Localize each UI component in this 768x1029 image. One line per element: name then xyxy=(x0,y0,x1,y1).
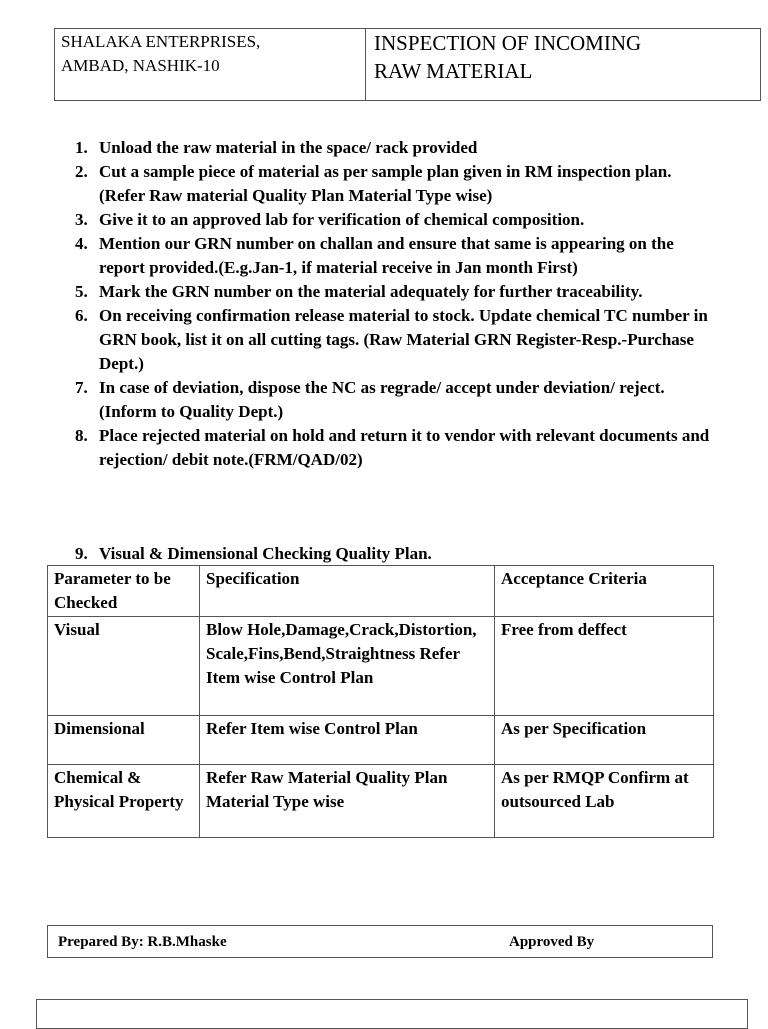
document-header xyxy=(54,28,761,101)
procedure-step xyxy=(75,136,715,160)
signature-block xyxy=(47,925,713,958)
procedure-step xyxy=(75,160,715,208)
company-cell xyxy=(55,29,366,101)
bottom-frame xyxy=(36,999,748,1029)
specification-cell: Refer Raw Material Quality Plan Material Type wise xyxy=(200,765,495,838)
step-text: Place rejected material on hold and return it to vendor with relevant documents and rejection/ debit note.(FRM/QAD/02) xyxy=(99,426,710,469)
procedure-steps xyxy=(75,136,715,472)
column-header-acceptance: Acceptance Criteria xyxy=(495,566,714,617)
approved-by: Approved By xyxy=(509,934,595,950)
quality-plan-table xyxy=(47,565,714,838)
parameter-cell: Visual xyxy=(48,617,200,716)
step-number: 8. xyxy=(75,426,88,445)
step-text: Unload the raw material in the space/ rack provided xyxy=(99,138,478,157)
procedure-step xyxy=(75,376,715,424)
procedure-step xyxy=(75,304,715,376)
step-text: Give it to an approved lab for verification of chemical composition. xyxy=(99,210,585,229)
document-title-line2: RAW MATERIAL xyxy=(374,59,533,83)
table-row xyxy=(48,716,714,765)
step-number: 2. xyxy=(75,162,88,181)
table-row xyxy=(48,765,714,838)
step-text: Visual & Dimensional Checking Quality Plan. xyxy=(99,544,432,563)
acceptance-cell: Free from deffect xyxy=(495,617,714,716)
procedure-step xyxy=(75,208,715,232)
parameter-cell: Chemical & Physical Property xyxy=(48,765,200,838)
step-number: 1. xyxy=(75,138,88,157)
column-header-parameter: Parameter to be Checked xyxy=(48,566,200,617)
table-row xyxy=(48,617,714,716)
document-title-line1: INSPECTION OF INCOMING xyxy=(374,31,642,55)
acceptance-cell: As per Specification xyxy=(495,716,714,765)
step-number: 7. xyxy=(75,378,88,397)
step-text: Mention our GRN number on challan and ensure that same is appearing on the report provided.(E.g.Jan-1, if material receive in Jan month First) xyxy=(99,234,674,277)
company-address: AMBAD, NASHIK-10 xyxy=(61,56,220,75)
table-header-row xyxy=(48,566,714,617)
step-text: On receiving confirmation release material to stock. Update chemical TC number in GRN book, list it on all cutting tags. (Raw Material GRN Register-Resp.-Purchase Dept.) xyxy=(99,306,708,373)
prepared-by: Prepared By: R.B.Mhaske xyxy=(58,934,227,950)
quality-plan-heading xyxy=(75,542,432,566)
parameter-cell: Dimensional xyxy=(48,716,200,765)
step-text: Cut a sample piece of material as per sample plan given in RM inspection plan.(Refer Raw material Quality Plan Material Type wise) xyxy=(99,162,672,205)
procedure-step xyxy=(75,232,715,280)
specification-cell: Refer Item wise Control Plan xyxy=(200,716,495,765)
acceptance-cell: As per RMQP Confirm at outsourced Lab xyxy=(495,765,714,838)
step-number: 4. xyxy=(75,234,88,253)
step-number: 5. xyxy=(75,282,88,301)
column-header-specification: Specification xyxy=(200,566,495,617)
procedure-step xyxy=(75,424,715,472)
step-number: 6. xyxy=(75,306,88,325)
step-number: 3. xyxy=(75,210,88,229)
step-text: In case of deviation, dispose the NC as regrade/ accept under deviation/ reject. (Inform to Quality Dept.) xyxy=(99,378,665,421)
step-number: 9. xyxy=(75,544,88,563)
step-text: Mark the GRN number on the material adequately for further traceability. xyxy=(99,282,643,301)
title-cell xyxy=(366,29,761,101)
company-name: SHALAKA ENTERPRISES, xyxy=(61,32,261,51)
specification-cell: Blow Hole,Damage,Crack,Distortion, Scale,Fins,Bend,Straightness Refer Item wise Control Plan xyxy=(200,617,495,716)
procedure-step xyxy=(75,280,715,304)
